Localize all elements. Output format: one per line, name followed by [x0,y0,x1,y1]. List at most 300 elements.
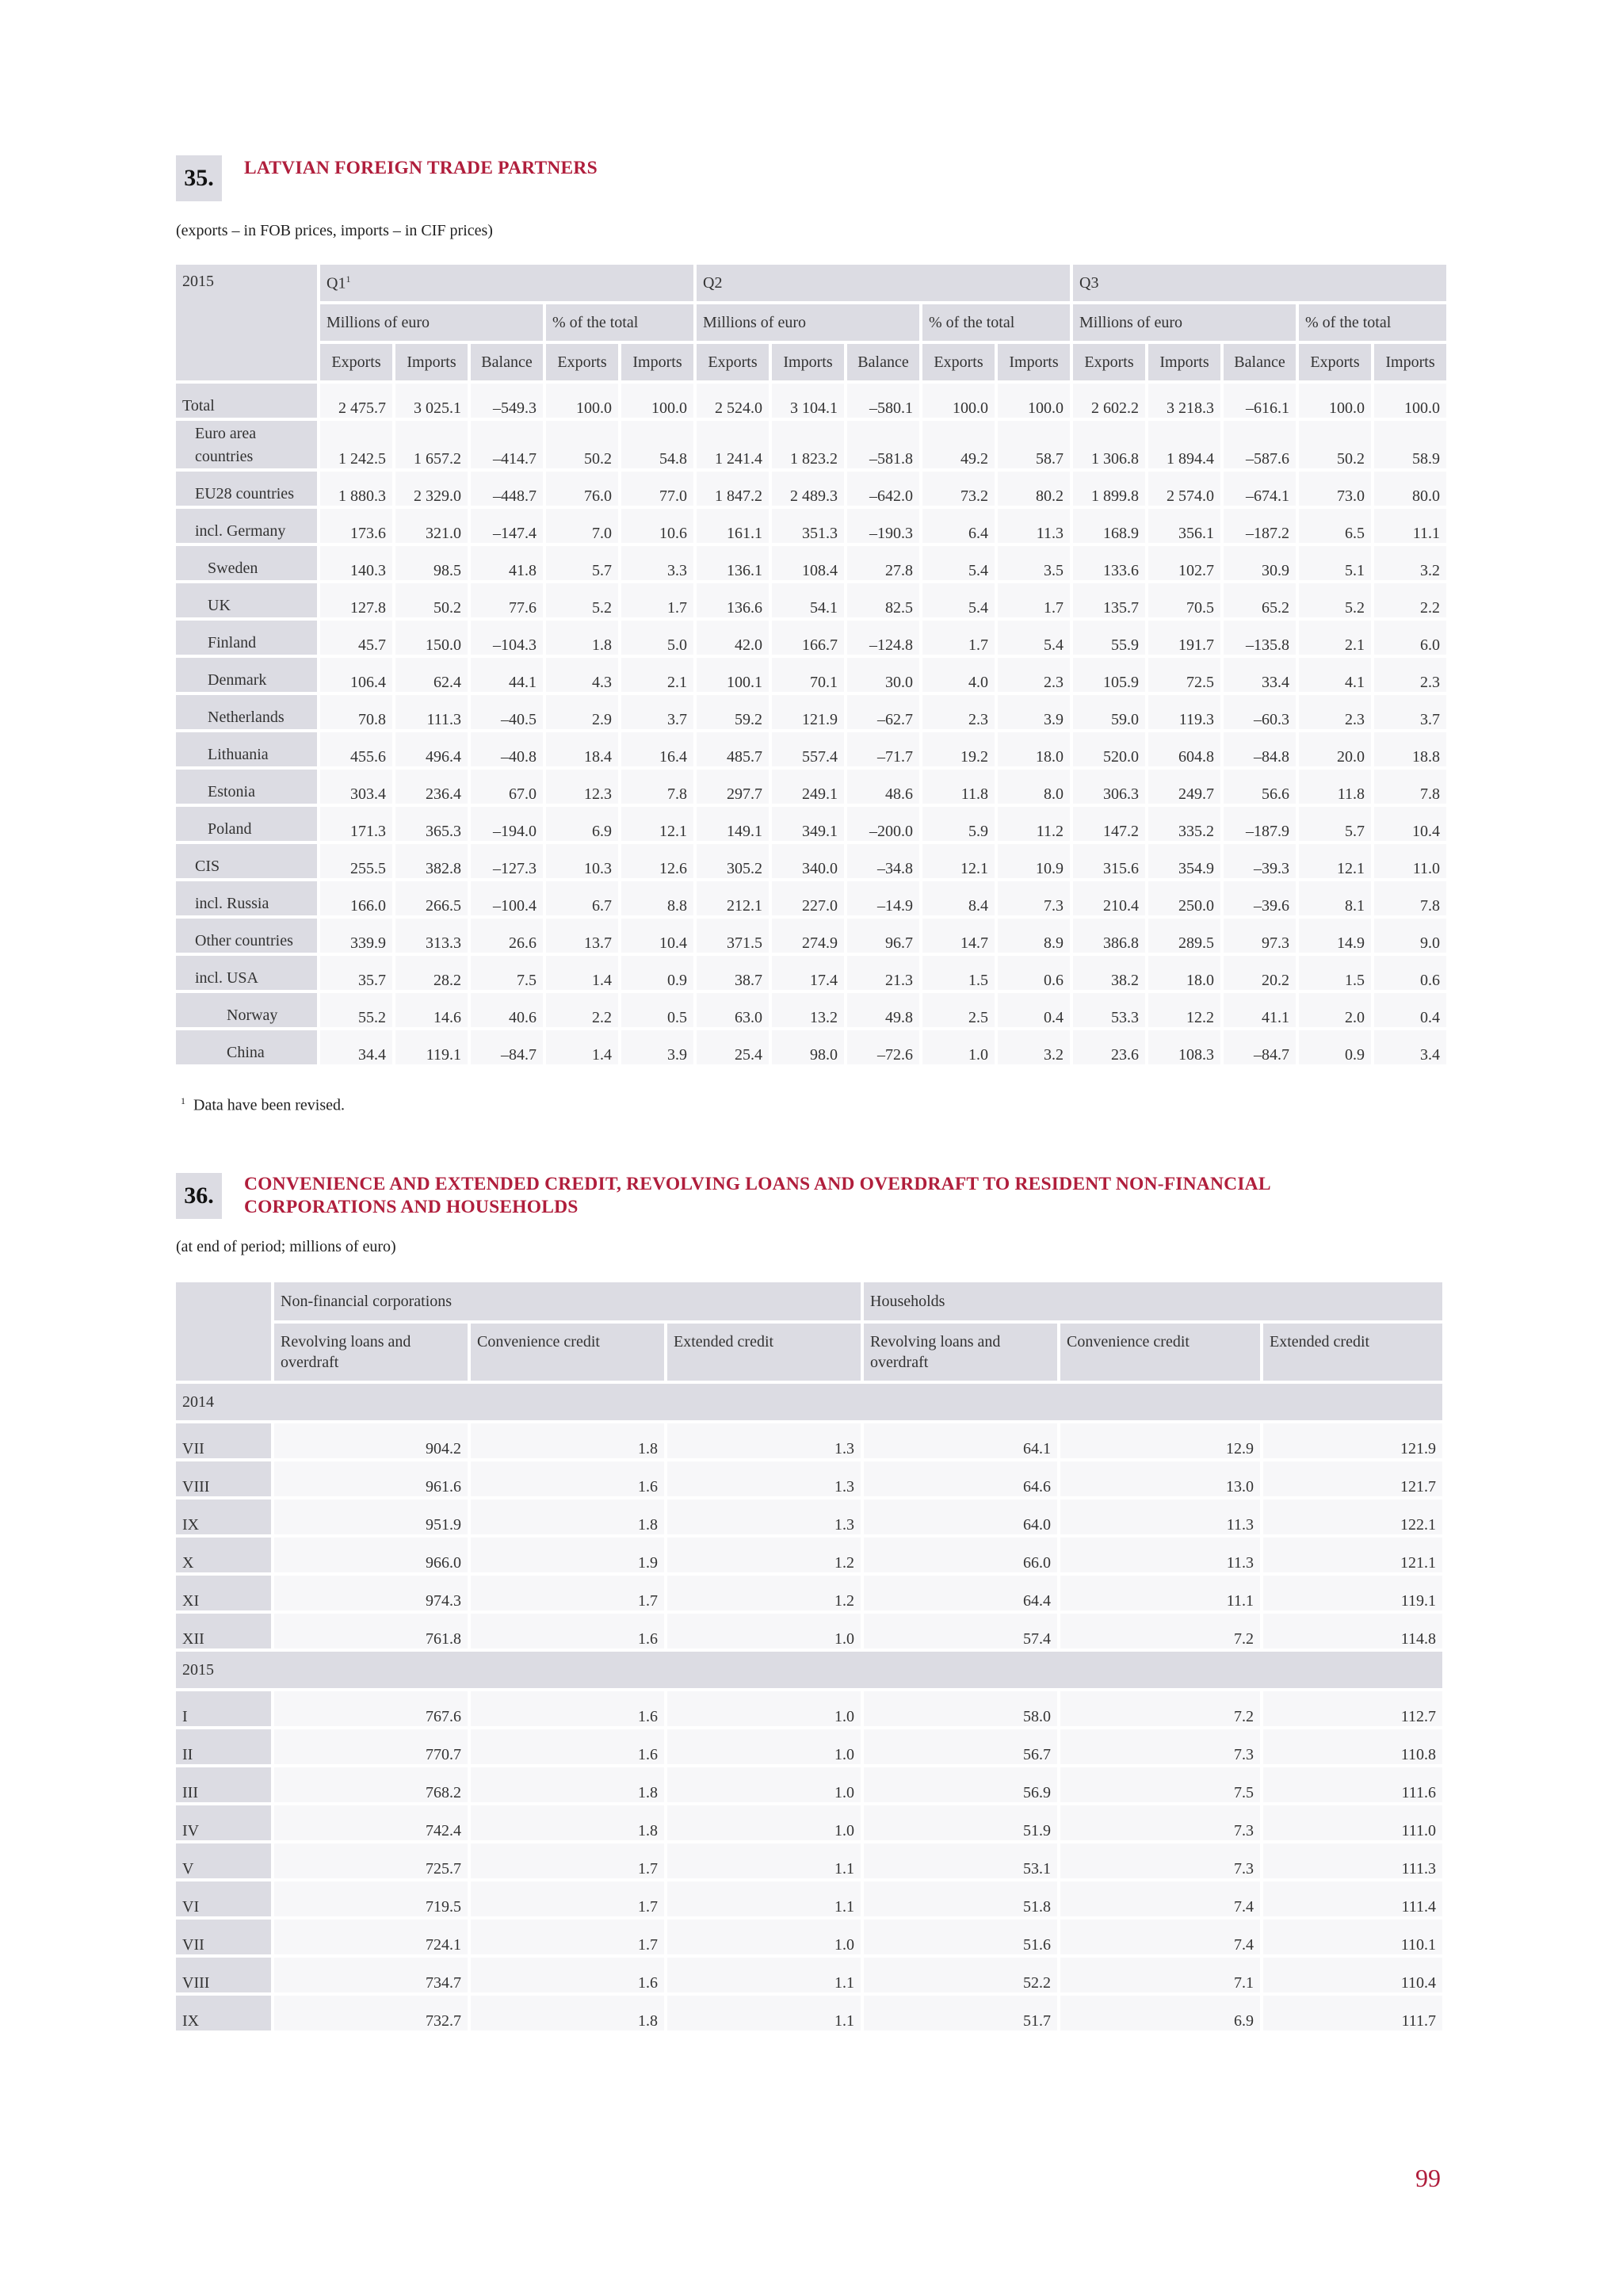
table-cell: 11.2 [998,807,1070,841]
row-label-text: Total [182,397,215,415]
table-cell: –187.2 [1224,509,1296,543]
table-cell: 5.0 [621,621,693,655]
table-cell: 974.3 [274,1576,468,1610]
group-header-millions: Millions of euro [697,304,919,341]
table-cell: 1.1 [667,1881,861,1916]
table-cell: 0.4 [998,993,1070,1027]
column-header: Exports [1073,344,1145,380]
table-row [176,881,1446,915]
table-cell: 10.4 [621,919,693,953]
table-cell: 12.9 [1060,1423,1260,1458]
table-cell: 1 242.5 [320,421,392,468]
table-row [176,1614,1442,1648]
group-header-percent: % of the total [1299,304,1446,341]
table-cell: 11.1 [1374,509,1446,543]
group-header-millions: Millions of euro [320,304,543,341]
table-row [176,583,1446,617]
table-cell: 64.0 [864,1499,1057,1534]
table-cell: –104.3 [471,621,543,655]
year-label: 2014 [176,1384,1442,1420]
table-cell: 12.3 [546,770,618,804]
table-cell: 236.4 [395,770,468,804]
table-cell: 6.4 [922,509,995,543]
table-cell: –39.6 [1224,881,1296,915]
table-cell: 1 847.2 [697,472,769,506]
row-label [176,384,317,418]
table-cell: 7.1 [1060,1958,1260,1992]
table-cell: –14.9 [847,881,919,915]
table-cell: 297.7 [697,770,769,804]
year-label: 2015 [176,1652,1442,1688]
row-label-text: Estonia [208,783,255,800]
table-cell: 12.6 [621,844,693,878]
row-label [176,732,317,766]
table-row [176,1030,1446,1064]
table-cell: 1 657.2 [395,421,468,468]
table-cell: 6.7 [546,881,618,915]
column-header: Balance [471,344,543,380]
table-cell: 161.1 [697,509,769,543]
table-cell: 3 218.3 [1148,384,1220,418]
table-cell: 5.7 [1299,807,1371,841]
table-cell: 11.3 [1060,1538,1260,1572]
table-cell: 1.6 [471,1958,664,1992]
table-cell: –642.0 [847,472,919,506]
table-cell: 40.6 [471,993,543,1027]
table-cell: –124.8 [847,621,919,655]
table-cell: 5.9 [922,807,995,841]
row-label [176,472,317,506]
table-cell: 2 602.2 [1073,384,1145,418]
row-label-text: Sweden [208,560,258,577]
table-row [176,993,1446,1027]
table-cell: 1.8 [471,1996,664,2030]
table-cell: 49.2 [922,421,995,468]
quarter-header-q2: Q2 [697,265,1070,301]
table-cell: 56.7 [864,1729,1057,1764]
table-cell: 7.3 [1060,1729,1260,1764]
table-cell: 20.0 [1299,732,1371,766]
table-cell: 65.2 [1224,583,1296,617]
table-cell: 54.1 [772,583,844,617]
table-cell: 191.7 [1148,621,1220,655]
table-cell: 386.8 [1073,919,1145,953]
table-cell: 1 823.2 [772,421,844,468]
table-cell: 3.3 [621,546,693,580]
table-cell: 108.4 [772,546,844,580]
table-cell: 557.4 [772,732,844,766]
table-cell: 122.1 [1263,1499,1442,1534]
table-row [176,956,1446,990]
table-cell: 1.0 [667,1920,861,1954]
row-label-text: Other countries [195,932,293,949]
table-cell: 7.2 [1060,1614,1260,1648]
table-cell: 111.3 [395,695,468,729]
column-header: Extended credit [1263,1324,1442,1381]
table-cell: 119.3 [1148,695,1220,729]
table-cell: 111.0 [1263,1805,1442,1840]
table-cell: 0.6 [1374,956,1446,990]
table-cell: –100.4 [471,881,543,915]
table-cell: 305.2 [697,844,769,878]
table-cell: 951.9 [274,1499,468,1534]
table-cell: 1.6 [471,1461,664,1496]
table-cell: –190.3 [847,509,919,543]
table-cell: 11.8 [922,770,995,804]
table-cell: 10.6 [621,509,693,543]
table-cell: –200.0 [847,807,919,841]
table-cell: 249.7 [1148,770,1220,804]
row-label: IX [176,1996,271,2030]
row-label-text: China [227,1044,265,1061]
table-cell: 3.4 [1374,1030,1446,1064]
footnote-text: Data have been revised. [193,1096,346,1114]
table-cell: 56.9 [864,1767,1057,1802]
table-cell: 8.1 [1299,881,1371,915]
table-cell: 1.7 [922,621,995,655]
table-cell: 105.9 [1073,658,1145,692]
table-cell: 1 306.8 [1073,421,1145,468]
table-cell: 7.8 [1374,881,1446,915]
table-cell: 0.4 [1374,993,1446,1027]
table-cell: 2.0 [1299,993,1371,1027]
table-36-title: CONVENIENCE AND EXTENDED CREDIT, REVOLVING LOANS AND OVERDRAFT TO RESIDENT NON-FINANCIAL CORPORATIONS AND HOUSEHOLDS [244,1174,1270,1217]
column-header: Balance [847,344,919,380]
table-cell: 5.4 [998,621,1070,655]
table-cell: 51.6 [864,1920,1057,1954]
table-cell: 340.0 [772,844,844,878]
table-cell: –616.1 [1224,384,1296,418]
table-cell: 133.6 [1073,546,1145,580]
table-row [176,1920,1442,1954]
table-cell: 11.3 [998,509,1070,543]
table-cell: 73.2 [922,472,995,506]
column-header: Exports [922,344,995,380]
table-cell: 349.1 [772,807,844,841]
row-label: I [176,1691,271,1726]
table-row [176,695,1446,729]
table-cell: 1.7 [471,1576,664,1610]
table-cell: 255.5 [320,844,392,878]
table-cell: 2.3 [1299,695,1371,729]
table-cell: 1.8 [471,1767,664,1802]
page-number: 99 [1415,2164,1441,2192]
row-label-text: EU28 countries [195,485,294,502]
table-36-number: 36. [176,1173,222,1219]
table-cell: –549.3 [471,384,543,418]
table-cell: 768.2 [274,1767,468,1802]
table-cell: 42.0 [697,621,769,655]
table-cell: 1.0 [667,1767,861,1802]
table-cell: 98.5 [395,546,468,580]
table-cell: 1 241.4 [697,421,769,468]
row-label-text: CIS [195,858,220,875]
table-cell: –62.7 [847,695,919,729]
row-label [176,583,317,617]
table-cell: 1.7 [621,583,693,617]
column-header: Convenience credit [471,1324,664,1381]
table-cell: 5.4 [922,583,995,617]
table-cell: 1.8 [546,621,618,655]
table-cell: 2.3 [998,658,1070,692]
table-cell: 135.7 [1073,583,1145,617]
table-cell: 67.0 [471,770,543,804]
table-cell: 313.3 [395,919,468,953]
table-cell: 2.1 [621,658,693,692]
table-cell: 12.1 [922,844,995,878]
table-cell: 28.2 [395,956,468,990]
row-label: XI [176,1576,271,1610]
row-label: VII [176,1423,271,1458]
table-cell: 150.0 [395,621,468,655]
table-cell: 111.6 [1263,1767,1442,1802]
table-cell: 96.7 [847,919,919,953]
table-cell: 38.7 [697,956,769,990]
table-cell: 51.8 [864,1881,1057,1916]
table-cell: 485.7 [697,732,769,766]
table-cell: 72.5 [1148,658,1220,692]
group-header: Non-financial corporations [274,1282,861,1320]
table-cell: 1.0 [922,1030,995,1064]
table-cell: 64.4 [864,1576,1057,1610]
table-cell: 58.0 [864,1691,1057,1726]
row-label: III [176,1767,271,1802]
table-cell: 64.6 [864,1461,1057,1496]
table-cell: 100.1 [697,658,769,692]
table-cell: 10.3 [546,844,618,878]
table-cell: 1.1 [667,1958,861,1992]
table-cell: 119.1 [395,1030,468,1064]
table-cell: 127.8 [320,583,392,617]
table-cell: 49.8 [847,993,919,1027]
row-label: IX [176,1499,271,1534]
table-cell: 1.6 [471,1729,664,1764]
table-cell: 111.7 [1263,1996,1442,2030]
table-cell: 724.1 [274,1920,468,1954]
table-cell: 725.7 [274,1843,468,1878]
table-cell: 249.1 [772,770,844,804]
table-cell: 58.9 [1374,421,1446,468]
table-cell: 6.9 [1060,1996,1260,2030]
table-cell: 382.8 [395,844,468,878]
column-header: Imports [1374,344,1446,380]
table-cell: 10.9 [998,844,1070,878]
row-label [176,1030,317,1064]
table-row [176,509,1446,543]
table-cell: 34.4 [320,1030,392,1064]
table-cell: 289.5 [1148,919,1220,953]
group-header-percent: % of the total [922,304,1070,341]
table-cell: 171.3 [320,807,392,841]
table-cell: 966.0 [274,1538,468,1572]
table-cell: 1.3 [667,1423,861,1458]
table-cell: 12.1 [1299,844,1371,878]
table-cell: 3 025.1 [395,384,468,418]
column-header: Imports [395,344,468,380]
table-cell: –414.7 [471,421,543,468]
table-cell: 303.4 [320,770,392,804]
row-label [176,770,317,804]
row-label-text: Euro area countries [195,425,257,465]
table-cell: 100.0 [1299,384,1371,418]
table-cell: –587.6 [1224,421,1296,468]
table-cell: 11.3 [1060,1499,1260,1534]
table-row [176,770,1446,804]
table-cell: 108.3 [1148,1030,1220,1064]
table-cell: 77.6 [471,583,543,617]
table-cell: 4.3 [546,658,618,692]
table-cell: 1.8 [471,1805,664,1840]
table-cell: 306.3 [1073,770,1145,804]
table-cell: 53.1 [864,1843,1057,1878]
table-cell: 250.0 [1148,881,1220,915]
table-36-heading [176,1173,1417,1219]
table-cell: 761.8 [274,1614,468,1648]
table-cell: 1.5 [1299,956,1371,990]
table-cell: 3.7 [1374,695,1446,729]
table-cell: 2 475.7 [320,384,392,418]
table-cell: 5.1 [1299,546,1371,580]
table-cell: 66.0 [864,1538,1057,1572]
table-cell: –448.7 [471,472,543,506]
table-cell: 100.0 [546,384,618,418]
table-row [176,807,1446,841]
row-label [176,509,317,543]
table-row [176,1996,1442,2030]
table-cell: 166.0 [320,881,392,915]
table-cell: –84.7 [1224,1030,1296,1064]
table-cell: 18.0 [998,732,1070,766]
table-cell: 106.4 [320,658,392,692]
table-cell: 3.2 [998,1030,1070,1064]
table-cell: 1.7 [471,1920,664,1954]
column-header: Exports [1299,344,1371,380]
table-cell: 7.3 [998,881,1070,915]
group-header-percent: % of the total [546,304,693,341]
row-label [176,919,317,953]
table-cell: –580.1 [847,384,919,418]
table-cell: 100.0 [922,384,995,418]
table-cell: 9.0 [1374,919,1446,953]
table-cell: 496.4 [395,732,468,766]
row-label: V [176,1843,271,1878]
table-cell: 35.7 [320,956,392,990]
table-cell: 2.1 [1299,621,1371,655]
table-cell: 98.0 [772,1030,844,1064]
quarter-header-q3: Q3 [1073,265,1446,301]
table-row [176,844,1446,878]
table-cell: 1.4 [546,956,618,990]
table-cell: 11.8 [1299,770,1371,804]
table-cell: 121.9 [1263,1423,1442,1458]
table-cell: 339.9 [320,919,392,953]
year-row [176,1652,1442,1688]
table-cell: 111.4 [1263,1881,1442,1916]
table-row [176,1843,1442,1878]
table-cell: 1.9 [471,1538,664,1572]
table-cell: 371.5 [697,919,769,953]
table-cell: 1.2 [667,1576,861,1610]
row-label: VIII [176,1958,271,1992]
table-cell: 17.4 [772,956,844,990]
table-cell: 50.2 [546,421,618,468]
table-row [176,1881,1442,1916]
table-cell: 6.9 [546,807,618,841]
column-header: Exports [320,344,392,380]
table-cell: 41.1 [1224,993,1296,1027]
table-cell: 102.7 [1148,546,1220,580]
table-cell: 56.6 [1224,770,1296,804]
table-row [176,1423,1442,1458]
table-cell: 97.3 [1224,919,1296,953]
year-row [176,1384,1442,1420]
row-label-text: incl. Germany [195,522,286,540]
table-cell: 8.9 [998,919,1070,953]
table-cell: 20.2 [1224,956,1296,990]
table-cell: 3 104.1 [772,384,844,418]
table-cell: 76.0 [546,472,618,506]
table-cell: 100.0 [998,384,1070,418]
table-cell: 18.8 [1374,732,1446,766]
table-cell: 2.3 [922,695,995,729]
table-cell: 1.4 [546,1030,618,1064]
row-label: VI [176,1881,271,1916]
table-cell: 59.0 [1073,695,1145,729]
table-row [176,621,1446,655]
table-cell: 51.7 [864,1996,1057,2030]
table-cell: 11.0 [1374,844,1446,878]
table-cell: 100.0 [621,384,693,418]
table-cell: 30.9 [1224,546,1296,580]
table-cell: 14.6 [395,993,468,1027]
table-cell: 114.8 [1263,1614,1442,1648]
table-cell: 7.5 [1060,1767,1260,1802]
table-cell: 351.3 [772,509,844,543]
table-cell: 80.0 [1374,472,1446,506]
table-cell: 3.9 [998,695,1070,729]
row-label [176,421,317,468]
group-header: Households [864,1282,1442,1320]
table-cell: 904.2 [274,1423,468,1458]
table-cell: 1.0 [667,1691,861,1726]
table-cell: –194.0 [471,807,543,841]
table-cell: 7.4 [1060,1881,1260,1916]
row-label [176,658,317,692]
table-cell: 140.3 [320,546,392,580]
table-cell: 26.6 [471,919,543,953]
column-header: Convenience credit [1060,1324,1260,1381]
table-cell: 767.6 [274,1691,468,1726]
table-cell: –39.3 [1224,844,1296,878]
table-cell: 10.4 [1374,807,1446,841]
column-header: Exports [697,344,769,380]
table-cell: 356.1 [1148,509,1220,543]
table-cell: –72.6 [847,1030,919,1064]
table-cell: 1.6 [471,1691,664,1726]
table-35-footnote [181,1095,345,1115]
table-cell: –581.8 [847,421,919,468]
table-cell: 5.7 [546,546,618,580]
table-cell: 732.7 [274,1996,468,2030]
table-cell: 82.5 [847,583,919,617]
table-cell: 54.8 [621,421,693,468]
table-cell: 136.1 [697,546,769,580]
footnote-mark: 1 [181,1095,185,1106]
table-row [176,1499,1442,1534]
table-cell: 7.2 [1060,1691,1260,1726]
table-cell: 354.9 [1148,844,1220,878]
table-cell: 7.3 [1060,1805,1260,1840]
